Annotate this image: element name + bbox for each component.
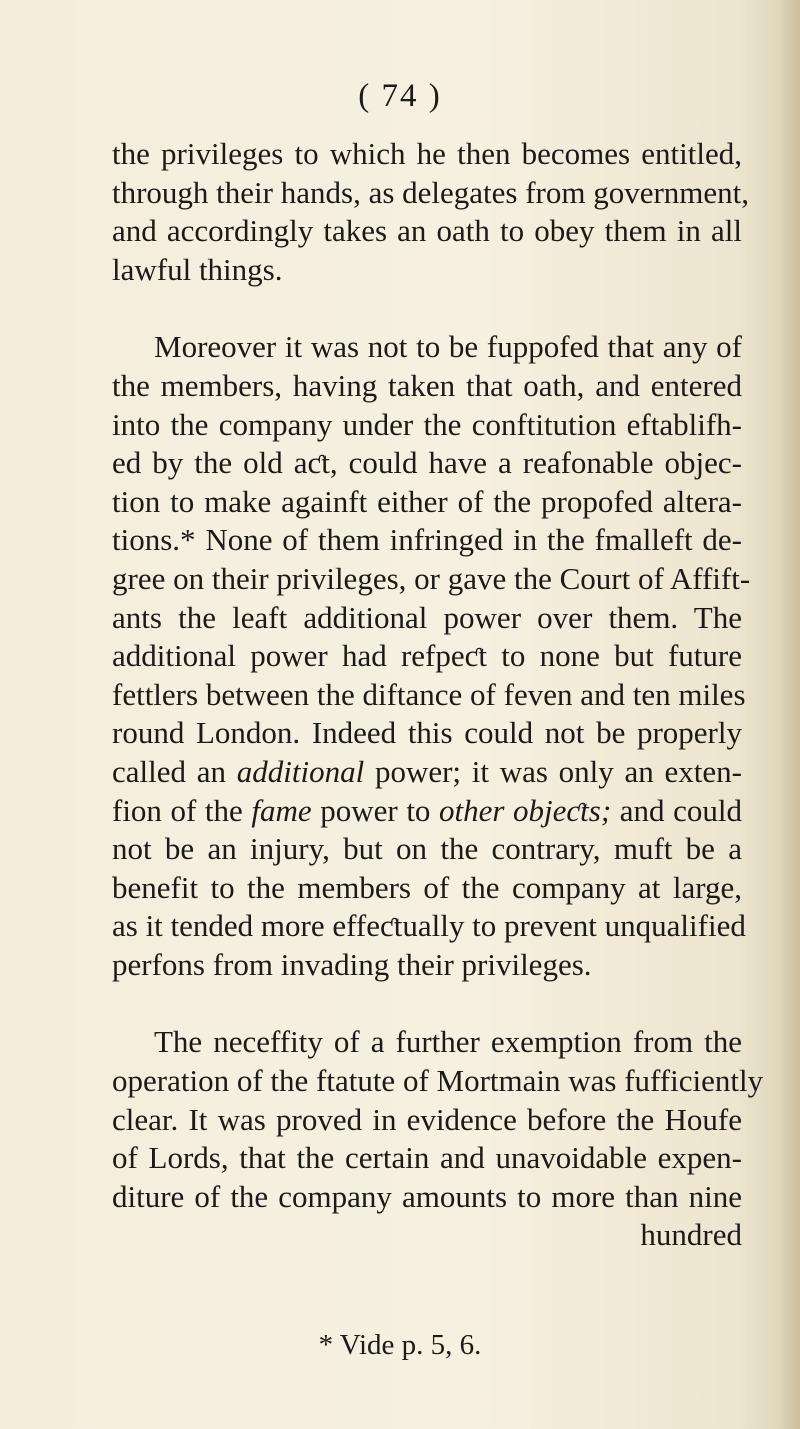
text-run: called an xyxy=(112,753,237,789)
text-line: perfons from invading their privileges. xyxy=(112,946,592,982)
text-line xyxy=(112,753,742,792)
text-line: clear. It was proved in evidence before the Houfe xyxy=(112,1101,742,1137)
italic-text: additional xyxy=(236,753,365,789)
text-line: the members, having taken that oath, and entered xyxy=(112,367,742,403)
text-line: ed by the old aƈt, could have a reafonable objec- xyxy=(112,445,742,481)
text-line: the privileges to which he then becomes entitled, xyxy=(112,136,742,171)
footnote: * Vide p. 5, 6. xyxy=(318,1329,482,1361)
italic-text: fame xyxy=(251,792,312,828)
page-number-header: ( 74 ) xyxy=(358,78,442,114)
text-line: fettlers between the diftance of feven and ten miles xyxy=(112,676,746,712)
page-edge-shadow xyxy=(778,0,800,1429)
page-body-text xyxy=(112,135,764,1255)
text-line: round London. Indeed this could not be properly xyxy=(112,715,742,751)
italic-text: other objeƈts; xyxy=(439,792,612,828)
catchword: hundred xyxy=(640,1217,742,1253)
text-line: Moreover it was not to be fuppofed that any of xyxy=(154,329,742,365)
text-line: lawful things. xyxy=(112,251,283,287)
text-line: diture of the company amounts to more than nine xyxy=(112,1178,742,1214)
text-line: benefit to the members of the company at large, xyxy=(112,869,742,905)
paragraph-gap xyxy=(112,289,742,328)
text-line: additional power had refpeƈt to none but future xyxy=(112,638,742,674)
text-line: tion to make againft either of the propofed altera- xyxy=(112,483,742,519)
text-line: through their hands, as delegates from government, xyxy=(112,174,750,210)
text-line: not be an injury, but on the contrary, muft be a xyxy=(112,831,742,867)
text-run: and could xyxy=(611,792,742,828)
paragraph-gap xyxy=(112,984,742,1023)
text-line: ants the leaft additional power over them. The xyxy=(112,599,742,635)
text-line: into the company under the conftitution eftablifh- xyxy=(112,406,742,442)
text-run: power to xyxy=(311,792,440,828)
text-line: The neceffity of a further exemption from the xyxy=(154,1024,742,1060)
text-line: tions.* None of them infringed in the fmalleft de- xyxy=(112,522,742,558)
text-line: operation of the ftatute of Mortmain was fufficiently xyxy=(112,1063,764,1099)
text-line: of Lords, that the certain and unavoidable expen- xyxy=(112,1140,742,1176)
text-run: fion of the xyxy=(112,792,252,828)
text-line: and accordingly takes an oath to obey them in all xyxy=(112,213,742,249)
text-line xyxy=(112,792,742,831)
text-run: power; it was only an exten- xyxy=(364,753,742,789)
text-line: as it tended more effeƈtually to prevent unqualified xyxy=(112,908,746,944)
text-line: gree on their privileges, or gave the Court of Affift- xyxy=(112,560,751,596)
